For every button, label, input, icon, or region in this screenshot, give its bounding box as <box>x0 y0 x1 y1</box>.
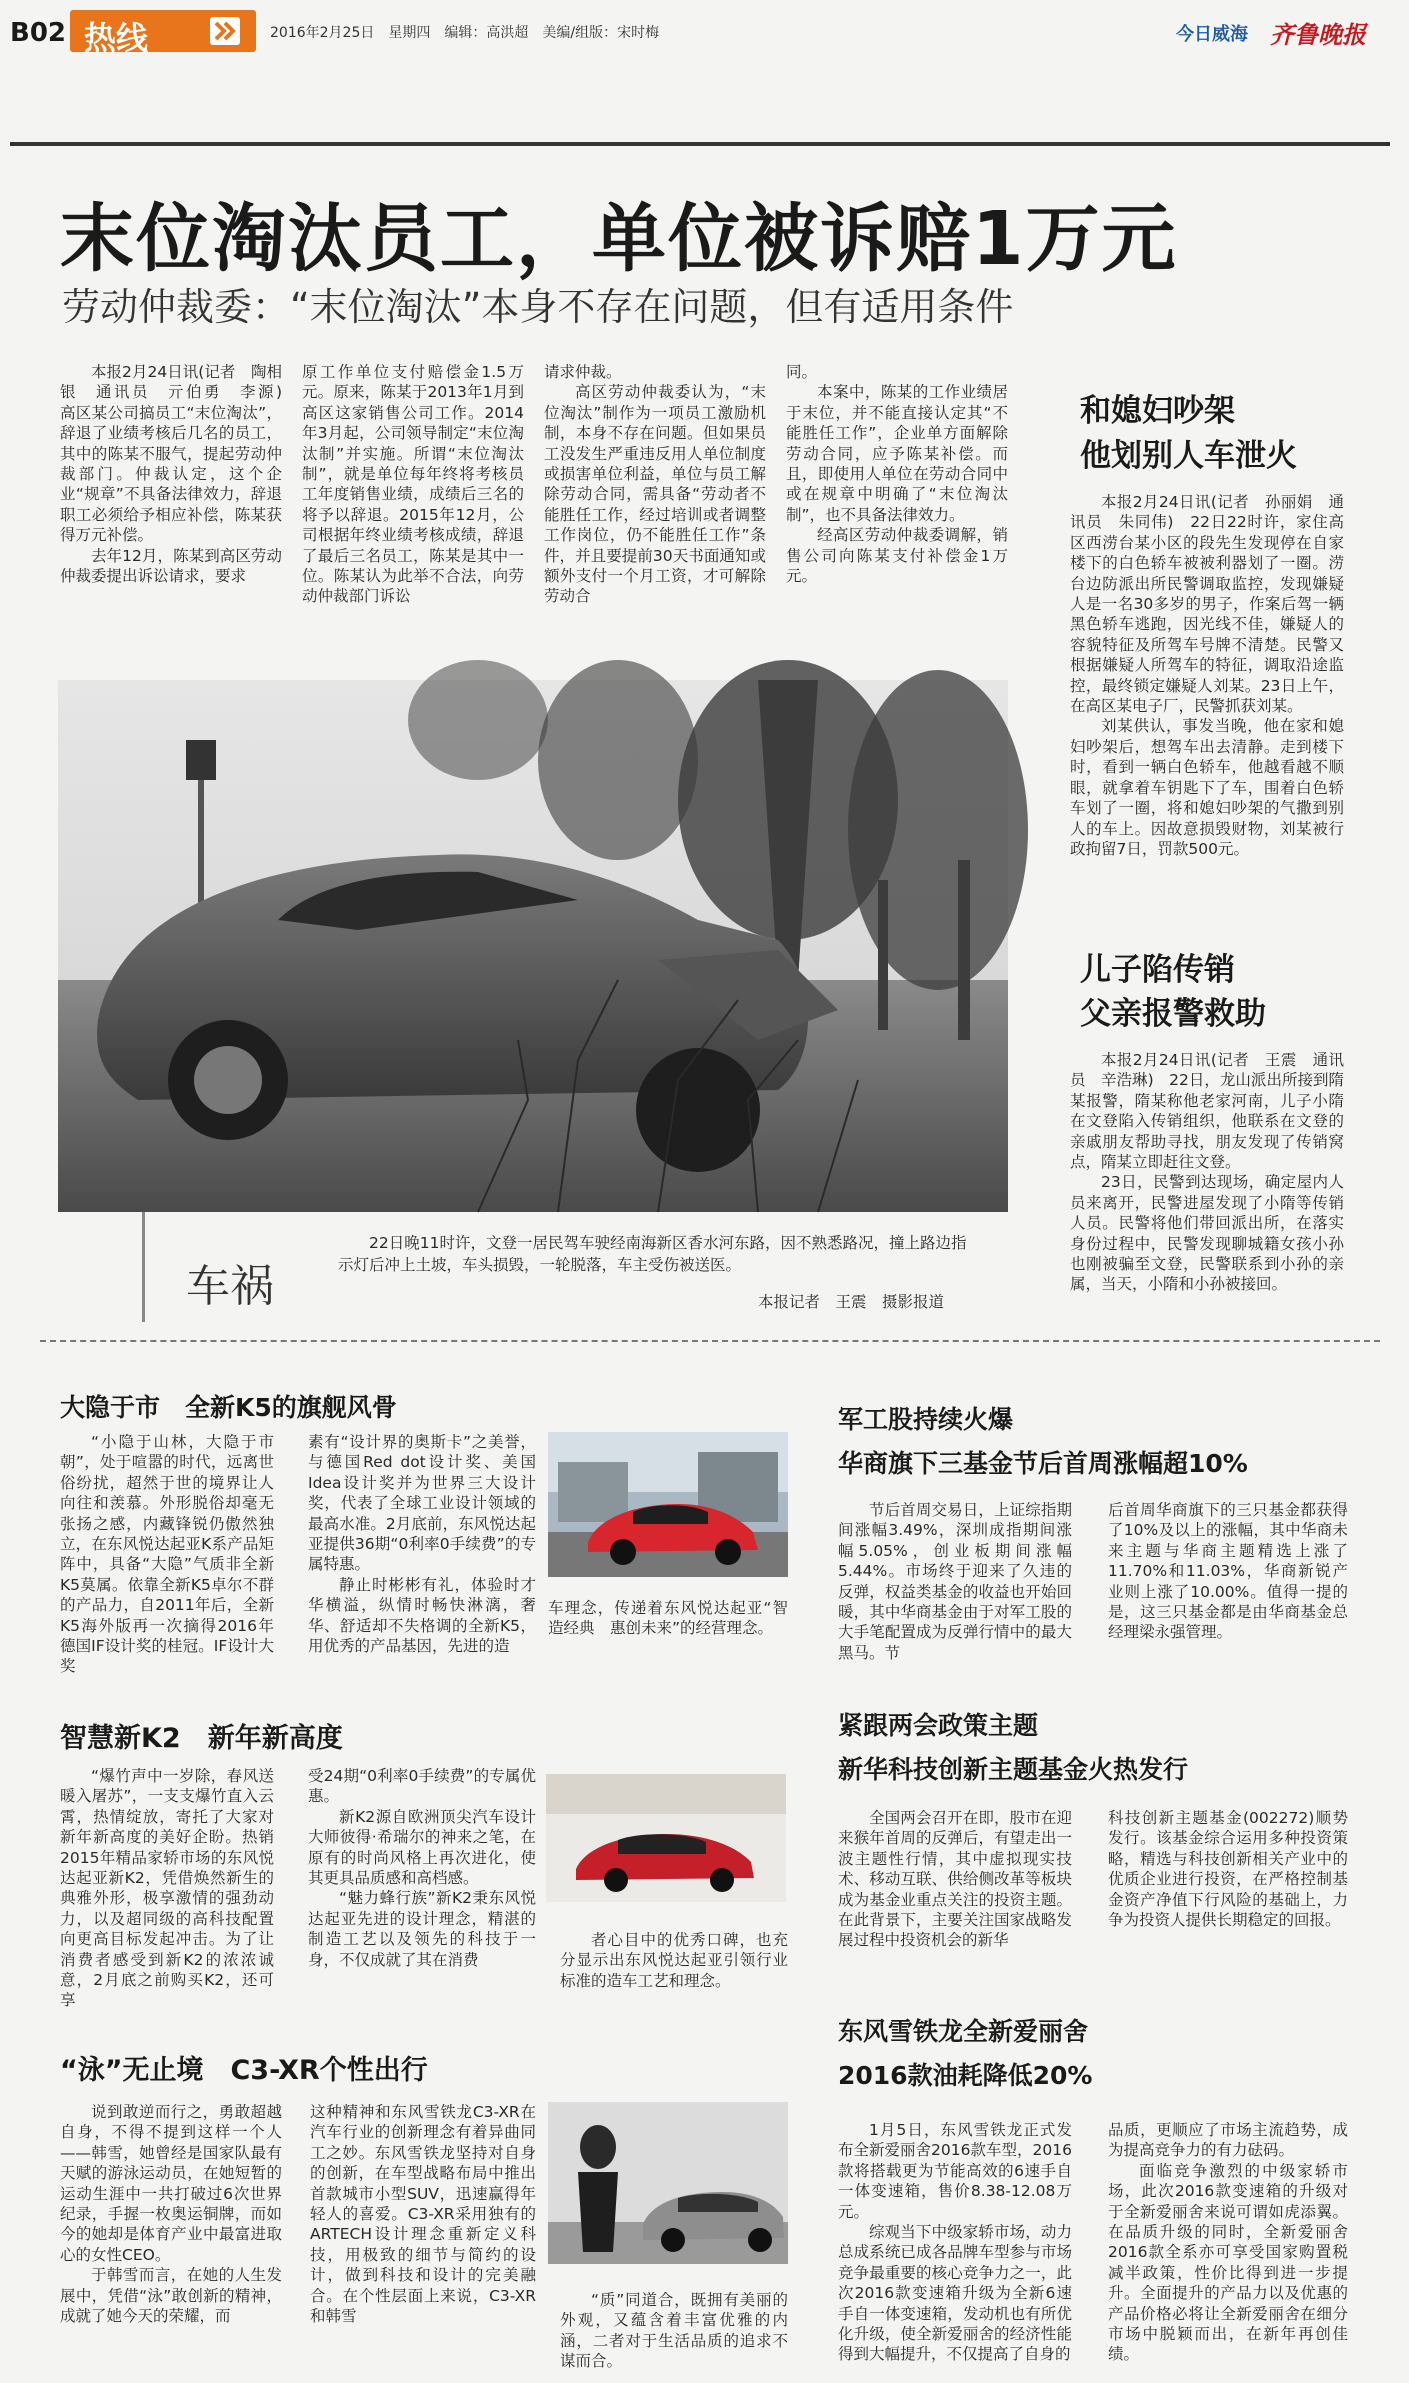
k5-col-2: 素有“设计界的奥斯卡”之美誉，与德国Red dot设计奖、美国Idea设计奖并为世界三大设计奖，代表了全球工业设计领域的最高水准。2月底前，东风悦达起亚提供36期“0利率0手续费”的专属特惠。 静止时彬彬有礼，体验时才华横溢，纵情时畅快淋漓，奢华、舒适却不失格调的全新K5，用优秀的产品基因，先进的造 <box>308 1433 536 1656</box>
c3xr-image <box>548 2102 788 2264</box>
page-header <box>0 0 1409 60</box>
k2-col-2: 受24期“0利率0手续费”的专属优惠。 新K2源自欧洲顶尖汽车设计大师彼得·希瑞尔的神来之笔，在原有的时尚风格上再次进化，使其更具品质感和高档感。 “魅力蜂行族”新K2秉东风悦达起亚先进的设计理念，精湛的制造工艺以及领先的科技于一身，不仅成就了其在消费 <box>308 1767 536 1969</box>
k5-col-1: “小隐于山林，大隐于市朝”，处于喧嚣的时代，远离世俗纷扰，超然于世的境界让人向往和羡慕。外形脱俗却毫无张扬之感，内藏锋锐仍傲然独立，在东风悦达起亚K系产品矩阵中，具备“大隐”气质非全新K5莫属。依靠全新K5卓尔不群的产品力，自2011年后，全新K5海外版再一次摘得2016年德国IF设计奖的桂冠。IF设计大奖 <box>60 1433 274 1676</box>
brief1-title-2: 他划别人车泄火 <box>1080 438 1297 474</box>
caption-rule <box>142 1212 145 1322</box>
c3xr-col-2: 这种精神和东风雪铁龙C3-XR在汽车行业的创新理念有着异曲同工之妙。东风雪铁龙坚持对自身的创新，在车型战略布局中推出首款城市小型SUV，迅速赢得年轻人的喜爱。C3-XR采用独有的ARTECH设计理念重新定义科技，用极致的细节与简约的设计，做到科技和设计的完美融合。在个性层面上来说，C3-XR和韩雪 <box>310 2103 536 2326</box>
page-number: B02 <box>10 18 66 48</box>
c3xr-title: “泳”无止境 C3-XR个性出行 <box>60 2055 428 2086</box>
fund2-col-2: 科技创新主题基金(002272)顺势发行。该基金综合运用多种投资策略，精选与科技创新相关产业中的优质企业进行投资，在严格控制基金资产净值下行风险的基础上，力争为投资人提供长期稳定的回报。 <box>1108 1809 1348 1930</box>
fund2-title-1: 紧跟两会政策主题 <box>838 1711 1039 1740</box>
lead-subheadline: 劳动仲裁委：“末位淘汰”本身不存在问题，但有适用条件 <box>62 285 1014 329</box>
citroen-title-2: 2016款油耗降低20% <box>838 2061 1093 2090</box>
lead-column-3: 请求仲裁。 高区劳动仲裁委认为，“末位淘汰”制作为一项员工激励机制，本身不存在问题。但如果员工没发生严重违反用人单位制度或损害单位利益，单位与员工解除劳动合同，需具备“劳动者不能胜任工作，经过培训或者调整工作岗位，仍不能胜任工作”条件，并且要提前30天书面通知或额外支付一个月工资，才可解除劳动合 <box>544 363 766 606</box>
section-label: 热线 <box>84 19 149 57</box>
fund1-col-1: 节后首周交易日，上证综指期间涨幅3.49%，深圳成指期间涨幅5.05%，创业板期间涨幅5.44%。市场终于迎来了久违的反弹，权益类基金的收益也开始回暖，其中华商基金由于对军工股的大手笔配置成为反弹行情中的最大黑马。节 <box>838 1501 1072 1662</box>
k5-col-3: 车理念，传递着东风悦达起亚“智造经典 惠创未来”的经营理念。 <box>548 1599 788 1638</box>
paper-logo: 齐鲁晚报 <box>1270 20 1366 49</box>
forward-arrow-icon <box>210 17 240 45</box>
section-badge <box>70 10 256 57</box>
citroen-col-2: 品质，更顺应了市场主流趋势，成为提高竞争力的有力砝码。 面临竞争激烈的中级家轿市场，此次2016款变速箱的升级对于全新爱丽舍来说可谓如虎添翼。在品质升级的同时，全新爱丽舍2016款全系亦可享受国家购置税减半政策，性价比得到进一步提升。全面提升的产品力以及优惠的产品价格必将让全新爱丽舍在细分市场中脱颖而出，在新年再创佳绩。 <box>1108 2121 1348 2364</box>
lead-column-2: 原工作单位支付赔偿金1.5万元。原来，陈某于2013年1月到高区这家销售公司工作。2014年3月起，公司领导制定“末位淘汰制”并实施。所谓“末位淘汰制”，就是单位每年终将考核员工年度销售业绩，成绩后三名的将予以辞退。2015年12月，公司根据年终业绩考核成绩，辞退了最后三名员工，陈某是其中一位。陈某认为此举不合法，向劳动仲裁部门诉讼 <box>302 363 524 606</box>
brief2-body: 本报2月24日讯(记者 王震 通讯员 辛浩琳) 22日，龙山派出所接到隋某报警，隋某称他老家河南，儿子小隋在文登陷入传销组织，他联系在文登的亲戚朋友帮助寻找，朋友发现了传销窝点，隋某立即赶往文登。 23日，民警到达现场，确定屋内人员来离开，民警进屋发现了小隋等传销人员。民警将他们带回派出所，在落实身份过程中，民警发现聊城籍女孩小孙也刚被骗至文登，民警联系到小孙的亲属，当天，小隋和小孙被接回。 <box>1070 1051 1344 1294</box>
brief1-title-1: 和媳妇吵架 <box>1080 393 1235 429</box>
accident-photo <box>58 680 1008 1212</box>
fund1-title-2: 华商旗下三基金节后首周涨幅超10% <box>838 1449 1248 1478</box>
brief2-title-2: 父亲报警救助 <box>1080 996 1266 1032</box>
photo-caption-bar <box>58 1212 1008 1322</box>
edition-name: 今日威海 <box>1176 24 1248 45</box>
k2-car-image <box>546 1774 786 1902</box>
fund2-col-1: 全国两会召开在即，股市在迎来猴年首周的反弹后，有望走出一波主题性行情，其中虚拟现实技术、移动互联、供给侧改革等板块成为基金业重点关注的投资主题。在此背景下，主要关注国家战略发展过程中投资机会的新华 <box>838 1809 1072 1950</box>
header-rule <box>10 142 1390 146</box>
c3xr-col-1: 说到敢逆而行之，勇敢超越自身，不得不提到这样一个人——韩雪，她曾经是国家队最有天赋的游泳运动员，在她短暂的运动生涯中一共打破过6次世界纪录，手握一枚奥运铜牌，而如今的她却是体育产业中最富进取心的女性CEO。 于韩雪而言，在她的人生发展中，凭借“泳”敢创新的精神，成就了她今天的荣耀，而 <box>60 2103 282 2326</box>
k2-col-1: “爆竹声中一岁除，春风送暖入屠苏”，一支支爆竹直入云霄，热情绽放，寄托了大家对新年新高度的美好企盼。热销2015年精品家轿市场的东风悦达起亚新K2，凭借焕然新生的典雅外形，极享激情的强劲动力，以及超同级的高科技配置向更高目标发起冲击。为了让消费者感受到新K2的浓浓诚意，2月底之前购买K2，还可享 <box>60 1767 274 2010</box>
photo-credit: 本报记者 王震 摄影报道 <box>758 1293 945 1311</box>
brief1-body: 本报2月24日讯(记者 孙丽娟 通讯员 朱同伟) 22日22时许，家住高区西涝台某小区的段先生发现停在自家楼下的白色轿车被被利器划了一圈。涝台边防派出所民警调取监控，发现嫌疑人是一名30多岁的男子，作案后驾一辆黑色轿车逃跑，因光线不佳，嫌疑人的容貌特征及所驾车号牌不清楚。民警又根据嫌疑人所驾车的特征，调取沿途监控，最终锁定嫌疑人刘某。23日上午，在高区某电子厂，民警抓获刘某。 刘某供认，事发当晚，他在家和媳妇吵架后，想驾车出去清静。走到楼下时，看到一辆白色轿车，他越看越不顺眼，就拿着车钥匙下了车，围着白色轿车划了一圈，将和媳妇吵架的气撒到别人的车上。因故意损毁财物，刘某被行政拘留7日，罚款500元。 <box>1070 493 1344 858</box>
lead-headline: 末位淘汰员工，单位被诉赔1万元 <box>60 196 1178 282</box>
photo-caption: 22日晚11时许，文登一居民驾车驶经南海新区香水河东路，因不熟悉路况，撞上路边指示灯后冲上土坡，车头损毁，一轮脱落，车主受伤被送医。 <box>338 1234 967 1274</box>
citroen-col-1: 1月5日，东风雪铁龙正式发布全新爱丽舍2016款车型，2016款将搭载更为节能高效的6速手自一体变速箱，售价8.38-12.08万元。 综观当下中级家轿市场，动力总成系统已成各品牌车型参与市场竞争最重要的核心竞争力之一，此次2016款变速箱升级为全新6速手自一体变速箱，发动机也有所优化升级，使全新爱丽舍的经济性能得到大幅提升，不仅提高了自身的 <box>838 2121 1072 2364</box>
section-divider <box>40 1340 1380 1342</box>
k5-title: 大隐于市 全新K5的旗舰风骨 <box>60 1393 397 1422</box>
issue-meta: 2016年2月25日 星期四 编辑：高洪超 美编/组版：宋时梅 <box>270 25 660 41</box>
lead-column-1: 本报2月24日讯(记者 陶相银 通讯员 亓伯勇 李源) 高区某公司搞员工“末位淘汰”，辞退了业绩考核后几名的员工，其中的陈某不服气，提起劳动仲裁部门。仲裁认定，这个企业“规章”不具备法律效力，辞退职工必须给予相应补偿，陈某获得万元补偿。 去年12月，陈某到高区劳动仲裁委提出诉讼请求，要求 <box>60 363 298 586</box>
k2-col-3: 者心目中的优秀口碑，也充分显示出东风悦达起亚引领行业标准的造车工艺和理念。 <box>560 1931 788 1990</box>
fund1-col-2: 后首周华商旗下的三只基金都获得了10%及以上的涨幅，其中华商未来主题与华商主题精选上涨了11.70%和11.03%，华商新锐产业则上涨了10.00%。值得一提的是，这三只基金都是由华商基金总经理梁永强管理。 <box>1108 1501 1348 1642</box>
fund2-title-2: 新华科技创新主题基金火热发行 <box>838 1755 1189 1784</box>
c3xr-col-3: “质”同道合，既拥有美丽的外观，又蕴含着丰富优雅的内涵，二者对于生活品质的追求不谋而合。 <box>560 2291 788 2371</box>
lead-column-4: 同。 本案中，陈某的工作业绩居于末位，并不能直接认定其“不能胜任工作”，企业单方面解除劳动合同，应予陈某补偿。而且，即使用人单位在劳动合同中或在规章中明确了“末位淘汰制”，也不具备法律效力。 经高区劳动仲裁委调解，销售公司向陈某支付补偿金1万元。 <box>786 363 1008 586</box>
k2-title: 智慧新K2 新年新高度 <box>60 1723 343 1754</box>
citroen-title-1: 东风雪铁龙全新爱丽舍 <box>838 2017 1089 2046</box>
brief2-title-1: 儿子陷传销 <box>1080 952 1235 988</box>
k5-car-image <box>548 1432 788 1577</box>
fund1-title-1: 军工股持续火爆 <box>838 1405 1014 1434</box>
photo-label: 车祸 <box>186 1261 274 1312</box>
